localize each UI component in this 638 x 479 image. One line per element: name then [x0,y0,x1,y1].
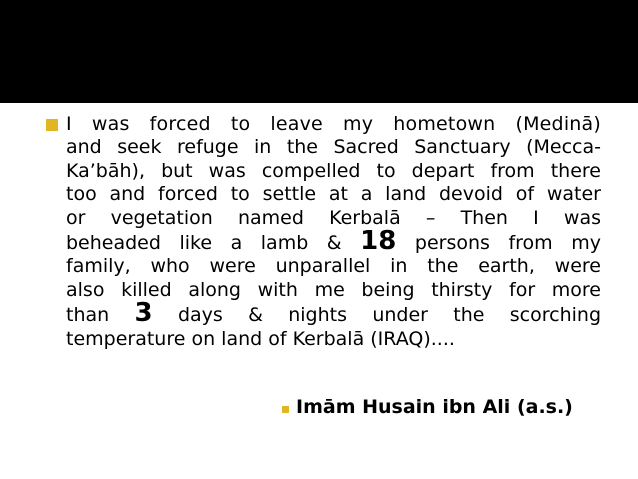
attribution-name: Imām Husain ibn Ali [296,396,511,418]
quote-line: and seek refuge in the Sacred Sanctuary (Mecca- [66,136,601,159]
quote-line: also killed along with me being thirsty for more [66,278,601,301]
quote-text: beheaded like a lamb & [66,232,342,255]
quote-line: I was forced to leave my hometown (Medinā) [66,113,601,135]
quote-line: or vegetation named Kerbalā – Then I was [66,206,601,229]
quote-text: days & nights under the scorching [177,304,602,327]
quote-paragraph [66,113,601,351]
quote-line: too and forced to settle at a land devoid of water [66,183,601,206]
quote-text: than [66,304,110,327]
emphasized-number: 18 [360,226,397,257]
attribution-suffix: (a.s.) [516,396,573,418]
sub-bullet-square-icon [282,406,289,413]
title-band [0,0,638,103]
attribution [296,396,573,419]
quote-line-with-number [66,298,602,329]
bullet-square-icon [46,119,58,131]
quote-line: temperature on land of Kerbalā (IRAQ).... [66,327,455,350]
quote-line-with-number [66,226,601,257]
quote-text: persons from my [414,232,601,255]
quote-line: family, who were unparallel in the earth, were [66,255,601,278]
emphasized-number: 3 [134,298,153,329]
quote-line: Ka’bāh), but was compelled to depart from there [66,159,601,182]
